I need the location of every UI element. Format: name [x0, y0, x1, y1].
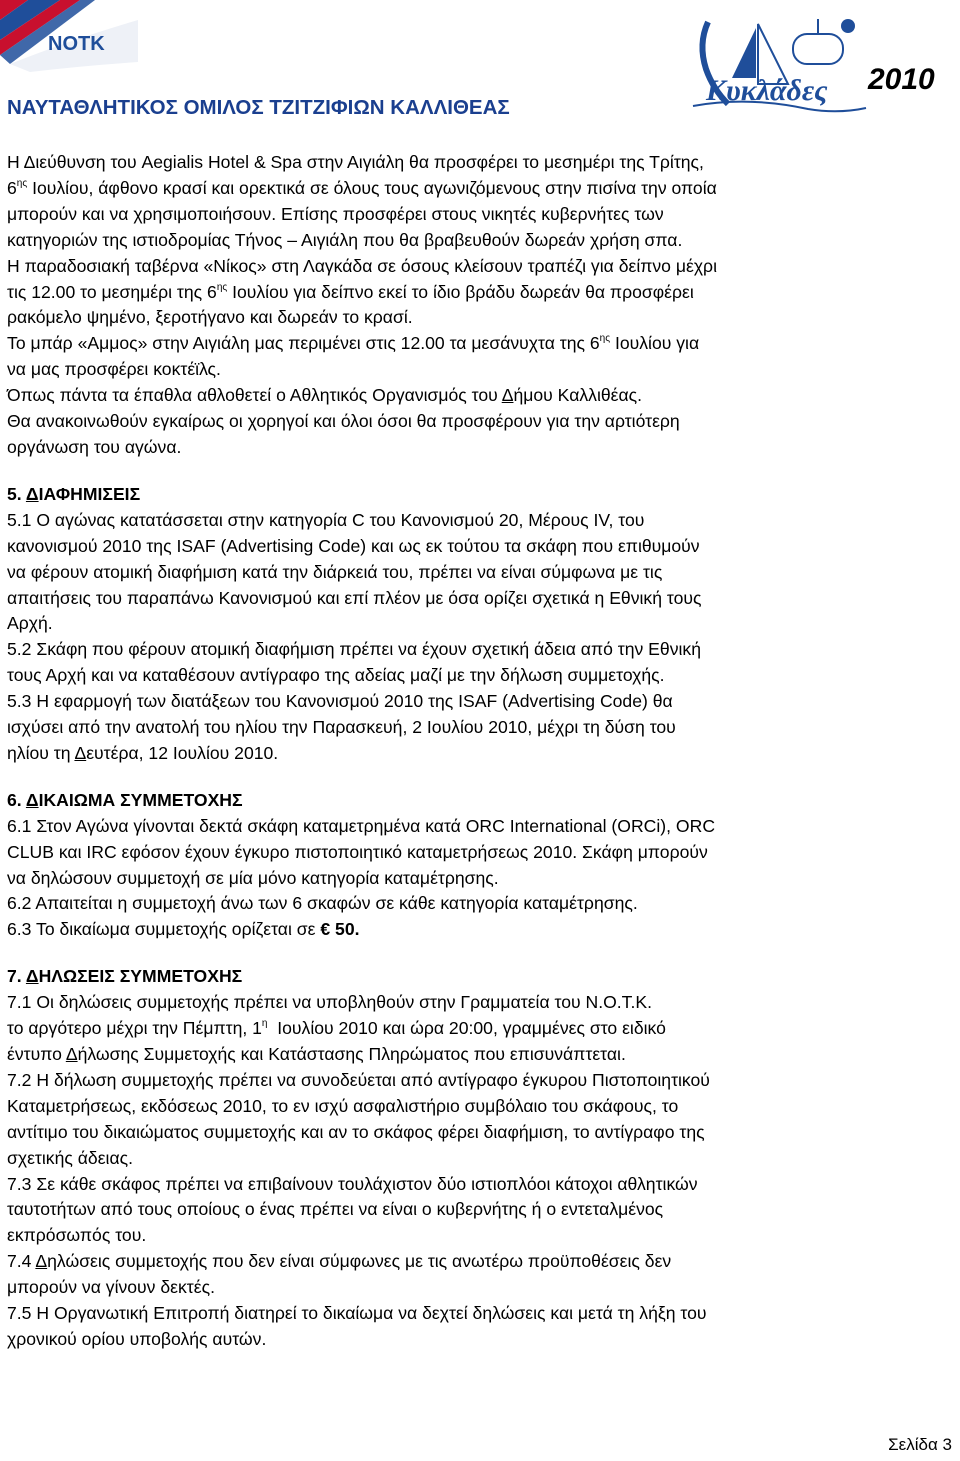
text-line: Αρχή. — [7, 613, 53, 634]
cyclades-logo-text: Κυκλάδες — [706, 74, 828, 107]
text-line: να φέρουν ατομική διαφήμιση κατά την διάρκειά του, πρέπει να είναι σύμφωνα με τις — [7, 561, 663, 582]
text-line: οργάνωση του αγώνα. — [7, 436, 182, 457]
text-line: Η παραδοσιακή ταβέρνα «Νίκος» στη Λαγκάδα σε όσους κλείσουν τραπέζι για δείπνο μέχρι — [7, 255, 717, 276]
text-line: ηλίου τη Δευτέρα, 12 Ιουλίου 2010. — [7, 742, 279, 763]
text-line: 7.5 Η Οργανωτική Επιτροπή διατηρεί το δικαίωμα να δεχτεί δηλώσεις και μετά τη λήξη του — [7, 1303, 707, 1324]
text-line: ρακόμελο ψημένο, ξεροτήγανο και δωρεάν το κρασί. — [7, 307, 413, 328]
text-line: Όπως πάντα τα έπαθλα αθλοθετεί ο Αθλητικός Οργανισμός του Δήμου Καλλιθέας. — [7, 385, 643, 406]
text-line: 5.3 Η εφαρμογή των διατάξεων του Κανονισμού 2010 της ISAF (Advertising Code) θα — [7, 691, 673, 712]
text-line: Το μπάρ «Αμμος» στην Αιγιάλη μας περιμένει στις 12.00 τα μεσάνυχτα της $6^{\eta\varsigma}$ Ιουλίου για — [7, 333, 700, 354]
entry-fee: € 50. — [320, 919, 360, 940]
text-line: χρονικού ορίου υποβολής αυτών. — [7, 1328, 267, 1349]
text-line: εκπρόσωπός του. — [7, 1225, 147, 1246]
document-body — [7, 150, 952, 1353]
text-line: απαιτήσεις του παραπάνω Κανονισμού και επί πλέον με όσα ορίζει σχετικά η Εθνική τους — [7, 587, 702, 608]
text-line: CLUB και IRC εφόσον έχουν έγκυρο πιστοποιητικό καταμετρήσεως 2010. Σκάφη μπορούν — [7, 841, 708, 862]
text-line: 7.1 Οι δηλώσεις συμμετοχής πρέπει να υποβληθούν στην Γραμματεία του Ν.Ο.Τ.Κ. — [7, 992, 652, 1013]
cyclades-logo — [688, 14, 868, 122]
text-line: 7.3 Σε κάθε σκάφος πρέπει να επιβαίνουν τουλάχιστον δύο ιστιοπλόοι κάτοχοι αθλητικών — [7, 1173, 698, 1194]
text-line: ταυτοτήτων από τους οποίους ο ένας πρέπει να είναι ο κυβερνήτης ή ο εντεταλμένος — [7, 1199, 664, 1220]
text-line: ισχύσει από την ανατολή του ηλίου την Παρασκευή, 2 Ιουλίου 2010, μέχρι τη δύση του — [7, 717, 676, 738]
text-line: κατηγοριών της ιστιοδρομίας Τήνος – Αιγιάλη που θα βραβευθούν δωρεάν χρήση σπα. — [7, 229, 683, 250]
text-line: κανονισμού 2010 της ISAF (Advertising Code) και ως εκ τούτου τα σκάφη που επιθυμούν — [7, 535, 700, 556]
text-line: τους Αρχή και να καταθέσουν αντίγραφο της αδείας μαζί με την δήλωση συμμετοχής. — [7, 665, 665, 686]
notk-logo — [0, 0, 140, 72]
section-heading-advertising: 5. ΔΙΑΦΗΜΙΣΕΙΣ — [7, 483, 141, 504]
notk-logo-text: NOTK — [48, 33, 105, 55]
text-line: Καταμετρήσεως, εκδόσεως 2010, το εν ισχύ ασφαλιστήριο συμβόλαιο του σκάφους, το — [7, 1095, 679, 1116]
year-label: 2010 — [868, 63, 935, 96]
text-line: να δηλώσουν συμμετοχή σε μία μόνο κατηγορία καταμέτρησης. — [7, 867, 499, 888]
text-line: 5.1 Ο αγώνας κατατάσσεται στην κατηγορία C του Κανονισμού 20, Μέρους IV, του — [7, 509, 645, 530]
text-line: έντυπο Δήλωσης Συμμετοχής και Κατάστασης Πληρώματος που επισυνάπτεται. — [7, 1044, 626, 1064]
text-line: σχετικής άδειας. — [7, 1147, 133, 1168]
page-number: Σελίδα 3 — [888, 1435, 952, 1454]
text-line: το αργότερο μέχρι την Πέμπτη, $1^\eta$ Ιουλίου 2010 και ώρα 20:00, γραμμένες στο ειδικό — [7, 1018, 666, 1039]
text-line: τις 12.00 το μεσημέρι της $6^{\eta\varsigma}$ Ιουλίου για δείπνο εκεί το ίδιο βράδυ δωρεάν θα προσφέρει — [7, 281, 694, 302]
text-line: Η Διεύθυνση του Aegialis Hotel & Spa στην Αιγιάλη θα προσφέρει το μεσημέρι της Τρίτης, — [7, 152, 704, 172]
text-line: 5.2 Σκάφη που φέρουν ατομική διαφήμιση πρέπει να έχουν σχετική άδεια από την Εθνική — [7, 639, 701, 660]
section-heading-entry-right: 6. ΔΙΚΑΙΩΜΑ ΣΥΜΜΕΤΟΧΗΣ — [7, 789, 243, 810]
text-line: 7.4 Δηλώσεις συμμετοχής που δεν είναι σύμφωνες με τις ανωτέρω προϋποθέσεις δεν — [7, 1251, 672, 1272]
text-line: μπορούν και να χρησιμοποιήσουν. Επίσης προσφέρει στους νικητές κυβερνήτες των — [7, 203, 664, 224]
text-line: 6.2 Απαιτείται η συμμετοχή άνω των 6 σκαφών σε κάθε κατηγορία καταμέτρησης. — [7, 893, 638, 914]
club-name: ΝΑΥΤΑΘΛΗΤΙΚΟΣ ΟΜΙΛΟΣ ΤΖΙΤΖΙΦΙΩΝ ΚΑΛΛΙΘΕΑΣ — [7, 96, 510, 119]
text-line: 7.2 Η δήλωση συμμετοχής πρέπει να συνοδεύεται από αντίγραφο έγκυρου Πιστοποιητικού — [7, 1069, 710, 1090]
text-line: 6.1 Στον Αγώνα γίνονται δεκτά σκάφη καταμετρημένα κατά ORC International (ORCi), ORC — [7, 815, 716, 836]
section-heading-entries: 7. ΔΗΛΩΣΕΙΣ ΣΥΜΜΕΤΟΧΗΣ — [7, 966, 243, 987]
text-line: αντίτιμο του δικαιώματος συμμετοχής και αν το σκάφος φέρει διαφήμιση, το αντίγραφο της — [7, 1121, 705, 1142]
text-line: να μας προσφέρει κοκτέϊλς. — [7, 359, 221, 380]
text-line: μπορούν να γίνουν δεκτές. — [7, 1277, 215, 1298]
text-line: Θα ανακοινωθούν εγκαίρως οι χορηγοί και όλοι όσοι θα προσφέρουν για την αρτιότερη — [7, 411, 680, 432]
text-line: 6.3 Το δικαίωμα συμμετοχής ορίζεται σε € 50. — [7, 919, 360, 940]
text-line: $6^{\eta\varsigma}$ Ιουλίου, άφθονο κρασί και ορεκτικά σε όλους τους αγωνιζόμενους στην πισίνα την οποία — [7, 177, 717, 198]
